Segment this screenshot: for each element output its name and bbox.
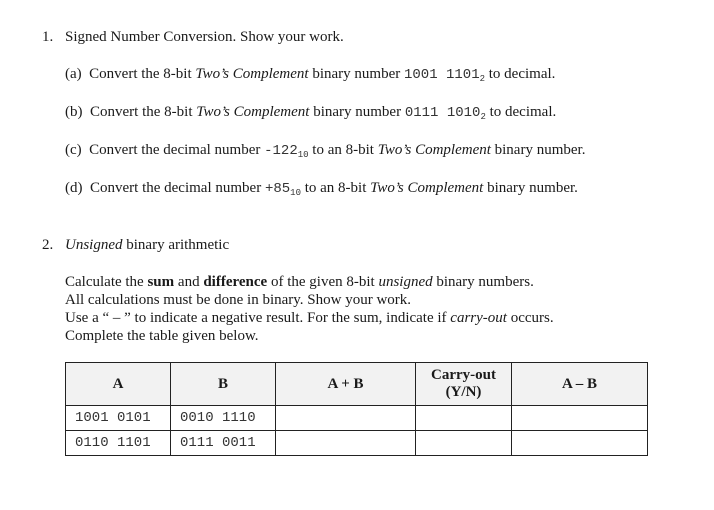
cell-b: 0010 1110 xyxy=(171,406,276,431)
decimal-value: +85 xyxy=(264,181,291,197)
part-text: Convert the 8-bit xyxy=(90,104,197,120)
italic-text: carry-out xyxy=(450,310,507,326)
q1-part-c xyxy=(65,142,585,160)
carry-out-label: Carry-out xyxy=(431,367,496,383)
bold-text: difference xyxy=(203,274,268,290)
q2-number: 2. xyxy=(42,237,54,253)
text: binary numbers. xyxy=(432,274,534,290)
part-text: binary number. xyxy=(490,142,586,158)
part-text: binary number xyxy=(308,66,404,82)
part-text: binary number xyxy=(309,104,405,120)
q2-line-1 xyxy=(65,273,554,291)
part-text: to decimal. xyxy=(485,104,557,120)
cell-sum[interactable] xyxy=(276,406,416,431)
part-label: (c) xyxy=(65,142,82,158)
cell-difference[interactable] xyxy=(512,431,648,456)
table-row xyxy=(66,431,648,456)
base-subscript: 10 xyxy=(297,150,309,160)
header-b: B xyxy=(171,363,276,406)
text: occurs. xyxy=(506,310,554,326)
q2-title-rest: binary arithmetic xyxy=(122,237,230,253)
part-term: Two’s Complement xyxy=(195,66,309,82)
cell-carry-out[interactable] xyxy=(416,406,512,431)
carry-out-yn-label: (Y/N) xyxy=(445,384,482,400)
q1-part-b xyxy=(65,104,556,122)
q2-title-italic: Unsigned xyxy=(65,237,123,253)
header-sum: A + B xyxy=(276,363,416,406)
q2-instructions xyxy=(65,273,554,345)
base-subscript: 2 xyxy=(480,112,486,122)
part-term: Two’s Complement xyxy=(377,142,491,158)
base-subscript: 10 xyxy=(290,188,301,198)
q2-line-4: Complete the table given below. xyxy=(65,328,259,344)
text: and xyxy=(174,274,204,290)
bold-text: sum xyxy=(147,274,175,290)
header-carry-out xyxy=(416,363,512,406)
text: of the given 8-bit xyxy=(267,274,379,290)
q2-title xyxy=(65,237,229,254)
header-a: A xyxy=(66,363,171,406)
cell-a: 0110 1101 xyxy=(66,431,171,456)
arithmetic-table xyxy=(65,362,648,456)
part-text: Convert the decimal number xyxy=(89,142,265,158)
part-text: binary number. xyxy=(483,180,578,196)
cell-sum[interactable] xyxy=(276,431,416,456)
q1-number: 1. xyxy=(42,29,54,45)
text: Use a “ – ” to indicate a negative result. For the sum, indicate if xyxy=(65,310,451,326)
q1-title: Signed Number Conversion. Show your work. xyxy=(65,29,344,45)
part-text: to an 8-bit xyxy=(300,180,371,196)
cell-b: 0111 0011 xyxy=(171,431,276,456)
decimal-value: -122 xyxy=(264,143,298,159)
cell-carry-out[interactable] xyxy=(416,431,512,456)
part-text: to an 8-bit xyxy=(308,142,378,158)
header-difference: A – B xyxy=(512,363,648,406)
binary-value: 1001 1101 xyxy=(403,67,480,83)
italic-text: unsigned xyxy=(378,274,433,290)
part-label: (d) xyxy=(65,180,83,196)
part-text: Convert the decimal number xyxy=(90,180,265,196)
part-text: Convert the 8-bit xyxy=(89,66,196,82)
q1-part-d xyxy=(65,180,578,198)
part-label: (b) xyxy=(65,104,83,120)
binary-value: 0111 1010 xyxy=(404,105,481,121)
base-subscript: 2 xyxy=(479,74,486,84)
part-term: Two’s Complement xyxy=(196,104,310,120)
text: Calculate the xyxy=(65,274,148,290)
q2-line-2: All calculations must be done in binary. Show your work. xyxy=(65,292,412,308)
q1-part-a xyxy=(65,66,555,84)
q2-line-3 xyxy=(65,309,554,327)
table-row xyxy=(66,406,648,431)
cell-difference[interactable] xyxy=(512,406,648,431)
table-header-row xyxy=(66,363,648,406)
part-term: Two’s Complement xyxy=(370,180,484,196)
part-text: to decimal. xyxy=(485,66,556,82)
cell-a: 1001 0101 xyxy=(66,406,171,431)
part-label: (a) xyxy=(65,66,82,82)
